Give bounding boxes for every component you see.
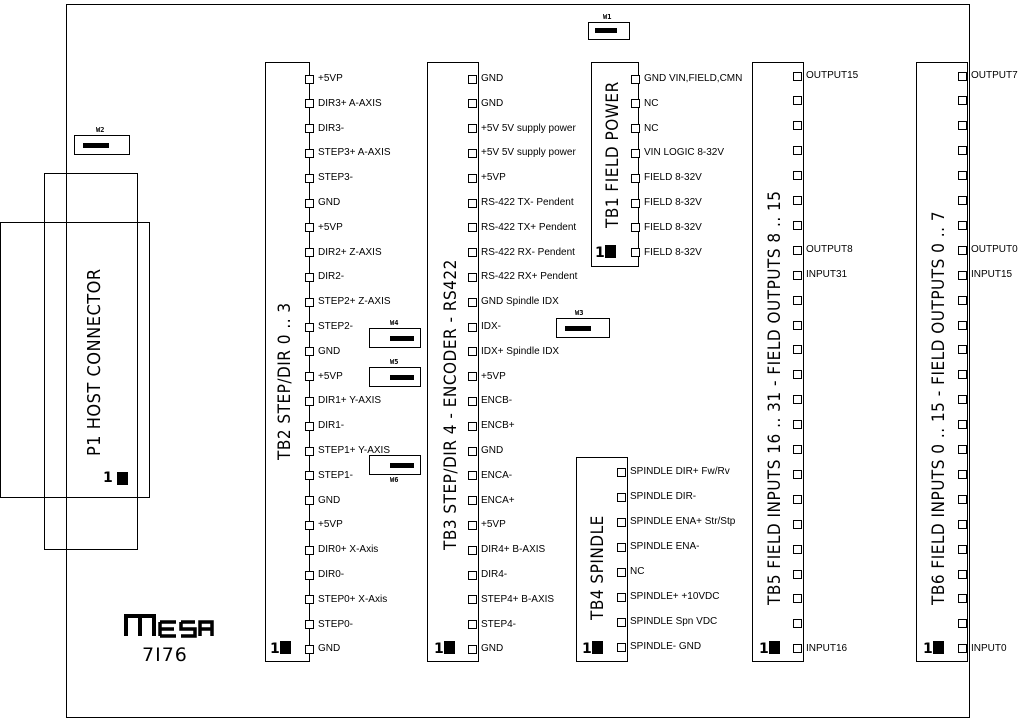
tb5-pin-21 — [793, 570, 802, 579]
tb3-pin-4 — [468, 149, 477, 158]
tb5-pin-23 — [793, 619, 802, 628]
tb3-pin-23 — [468, 620, 477, 629]
jumper-w4 — [369, 328, 421, 348]
tb4-pin-2 — [617, 493, 626, 502]
tb6-pin-15 — [958, 420, 967, 429]
tb2-pin-label: STEP3- — [318, 172, 354, 184]
tb2-pin-16 — [305, 447, 314, 456]
tb3-pin-22 — [468, 595, 477, 604]
tb2-pin-label: DIR3+ A-AXIS — [318, 97, 382, 109]
tb5-pin-8 — [793, 246, 802, 255]
tb3-pin-15 — [468, 422, 477, 431]
tb3-pin-label: IDX+ Spindle IDX — [481, 345, 560, 357]
tb2-pin-7 — [305, 223, 314, 232]
tb2-pin-label: +5VP — [318, 73, 343, 84]
tb1-pin-1 — [631, 75, 640, 84]
tb3-pin-label: DIR4+ B-AXIS — [481, 544, 546, 556]
tb4-pin-1 — [617, 468, 626, 477]
tb3-pin-label: DIR4- — [481, 569, 508, 580]
tb2-pin-label: +5VP — [318, 221, 343, 233]
tb3-pin-label: GND — [481, 643, 504, 655]
tb6-pin-13 — [958, 370, 967, 379]
jumper-w3 — [556, 318, 610, 338]
tb1-pin-8 — [631, 248, 640, 257]
tb6-pin-label: INPUT15 — [971, 269, 1013, 281]
tb4-pin-3 — [617, 518, 626, 527]
tb2-pin-label: GND — [318, 494, 341, 506]
tb3-pin-9 — [468, 273, 477, 282]
tb3-pin-label: RS-422 RX- Pendent — [481, 246, 575, 258]
tb6-pin-1 — [958, 72, 967, 81]
tb1-pin-3 — [631, 124, 640, 133]
tb5-pin1-marker — [769, 641, 780, 654]
tb2-pin-13 — [305, 372, 314, 381]
tb3-pin-label: RS-422 RX+ Pendent — [481, 271, 578, 283]
tb5-pin-22 — [793, 594, 802, 603]
tb2-pin-label: STEP0- — [318, 618, 354, 630]
tb3-pin-label: +5VP — [481, 172, 506, 184]
tb2-pin1-marker — [280, 641, 291, 654]
tb2-pin-9 — [305, 273, 314, 282]
tb6-pin-6 — [958, 196, 967, 205]
tb5-pin-label: INPUT16 — [806, 642, 848, 654]
tb2-pin-label: DIR2- — [318, 271, 345, 283]
tb4-pin-label: SPINDLE ENA- — [630, 541, 700, 552]
tb1-pin-7 — [631, 223, 640, 232]
tb3-title: TB3 STEP/DIR 4 - ENCODER - RS422 — [441, 259, 461, 550]
jumper-w6-label: W6 — [390, 476, 399, 484]
tb5-pin-9 — [793, 271, 802, 280]
tb5-pin-20 — [793, 545, 802, 554]
jumper-w2 — [74, 135, 130, 155]
tb2-pin-20 — [305, 546, 314, 555]
tb4-pin-7 — [617, 618, 626, 627]
tb3-pin-7 — [468, 223, 477, 232]
tb6-pin-16 — [958, 445, 967, 454]
mesa-logo-graphic — [124, 612, 214, 638]
tb5-pin-label: OUTPUT15 — [806, 70, 859, 81]
tb6-pin-22 — [958, 594, 967, 603]
tb1-pin-label: NC — [644, 97, 659, 109]
tb6-pin-5 — [958, 171, 967, 180]
tb1-pin1-marker — [605, 245, 616, 258]
tb6-pin-24 — [958, 644, 967, 653]
tb3-pin-17 — [468, 471, 477, 480]
tb2-pin-12 — [305, 347, 314, 356]
tb2-pin-22 — [305, 595, 314, 604]
tb2-title: TB2 STEP/DIR 0 .. 3 — [275, 302, 295, 460]
tb2-pin-3 — [305, 124, 314, 133]
tb6-pin-4 — [958, 146, 967, 155]
tb3-pin-label: STEP4- — [481, 618, 517, 630]
tb1-pin-label: VIN LOGIC 8-32V — [644, 147, 725, 159]
board-outline — [66, 4, 970, 718]
jumper-w1 — [588, 22, 630, 40]
tb3-pin-label: GND — [481, 445, 504, 456]
tb2-pin-23 — [305, 620, 314, 629]
jumper-w2-label: W2 — [96, 126, 105, 134]
tb6-pin-10 — [958, 296, 967, 305]
tb6-pin-label: OUTPUT0 — [971, 244, 1018, 256]
tb3-pin1-marker — [444, 641, 455, 654]
tb2-pin1-label: 1 — [270, 641, 280, 657]
tb5-pin-13 — [793, 370, 802, 379]
tb3-pin-20 — [468, 546, 477, 555]
tb1-pin-6 — [631, 199, 640, 208]
tb2-pin-label: GND — [318, 345, 341, 357]
tb2-pin-label: STEP3+ A-AXIS — [318, 147, 391, 159]
tb5-pin-2 — [793, 96, 802, 105]
tb3-pin-5 — [468, 174, 477, 183]
tb1-pin-5 — [631, 174, 640, 183]
tb6-pin-14 — [958, 395, 967, 404]
tb2-pin-5 — [305, 174, 314, 183]
tb5-pin-12 — [793, 345, 802, 354]
jumper-w5 — [369, 367, 421, 387]
tb5-pin-16 — [793, 445, 802, 454]
tb4-pin1-label: 1 — [582, 641, 592, 657]
tb1-pin1-label: 1 — [595, 245, 605, 261]
tb4-pin-label: SPINDLE+ +10VDC — [630, 591, 720, 602]
tb6-pin1-label: 1 — [923, 641, 933, 657]
tb3-pin-label: ENCB+ — [481, 420, 515, 432]
jumper-w6 — [369, 455, 421, 475]
host-connector-pin1-label: 1 — [103, 470, 113, 486]
tb2-pin-label: DIR1- — [318, 420, 345, 432]
tb3-pin-label: RS-422 TX+ Pendent — [481, 221, 577, 233]
tb2-pin-label: STEP0+ X-Axis — [318, 593, 388, 605]
tb4-pin-6 — [617, 593, 626, 602]
tb2-pin-11 — [305, 323, 314, 332]
tb6-pin-20 — [958, 545, 967, 554]
tb2-pin-21 — [305, 571, 314, 580]
tb4-pin-label: SPINDLE DIR- — [630, 491, 697, 502]
tb3-pin-label: ENCA+ — [481, 494, 515, 506]
tb3-pin-21 — [468, 571, 477, 580]
tb5-pin-18 — [793, 495, 802, 504]
tb5-pin-14 — [793, 395, 802, 404]
tb4-pin-8 — [617, 643, 626, 652]
tb5-pin-7 — [793, 221, 802, 230]
tb2-pin-17 — [305, 471, 314, 480]
tb3-pin-12 — [468, 347, 477, 356]
tb3-pin-label: +5V 5V supply power — [481, 147, 576, 159]
tb5-pin-10 — [793, 296, 802, 305]
tb3-pin-1 — [468, 75, 477, 84]
tb6-pin-8 — [958, 246, 967, 255]
tb6-pin1-marker — [933, 641, 944, 654]
tb1-pin-label: FIELD 8-32V — [644, 246, 702, 258]
tb5-pin-24 — [793, 644, 802, 653]
tb3-pin-label: GND — [481, 97, 504, 109]
tb3-pin-8 — [468, 248, 477, 257]
tb3-pin-label: ENCB- — [481, 395, 513, 407]
tb2-pin-4 — [305, 149, 314, 158]
tb6-pin-9 — [958, 271, 967, 280]
tb1-pin-label: FIELD 8-32V — [644, 197, 702, 208]
tb6-pin-3 — [958, 121, 967, 130]
tb2-pin-label: DIR0+ X-Axis — [318, 544, 379, 556]
tb5-pin-5 — [793, 171, 802, 180]
tb5-title: TB5 FIELD INPUTS 16 .. 31 - FIELD OUTPUTS 8 .. 15 — [765, 190, 785, 605]
tb3-pin-18 — [468, 496, 477, 505]
tb5-pin-11 — [793, 321, 802, 330]
tb3-pin-16 — [468, 447, 477, 456]
jumper-w5-label: W5 — [390, 358, 399, 366]
tb6-pin-23 — [958, 619, 967, 628]
tb2-pin-label: +5VP — [318, 370, 343, 382]
tb2-pin-label: GND — [318, 643, 341, 655]
tb2-pin-label: +5VP — [318, 519, 343, 531]
tb3-pin-label: +5V 5V supply power — [481, 122, 576, 134]
tb3-pin-13 — [468, 372, 477, 381]
tb2-pin-label: DIR1+ Y-AXIS — [318, 395, 382, 407]
tb4-pin-5 — [617, 568, 626, 577]
tb6-pin-19 — [958, 520, 967, 529]
tb3-pin-11 — [468, 323, 477, 332]
jumper-w3-label: W3 — [575, 309, 584, 317]
tb5-pin-19 — [793, 520, 802, 529]
tb5-pin-4 — [793, 146, 802, 155]
tb6-pin-12 — [958, 345, 967, 354]
tb3-pin-label: RS-422 TX- Pendent — [481, 197, 574, 208]
mesa-logo — [124, 612, 214, 643]
tb5-pin-6 — [793, 196, 802, 205]
tb6-pin-17 — [958, 470, 967, 479]
tb1-pin-label: NC — [644, 122, 659, 134]
tb3-pin-19 — [468, 521, 477, 530]
tb5-pin-17 — [793, 470, 802, 479]
tb1-pin-4 — [631, 149, 640, 158]
host-connector-title: P1 HOST CONNECTOR — [84, 268, 105, 456]
tb1-title: TB1 FIELD POWER — [603, 81, 623, 228]
host-connector-pin1-marker — [117, 472, 128, 485]
tb5-pin1-label: 1 — [759, 641, 769, 657]
tb3-pin1-label: 1 — [434, 641, 444, 657]
tb2-pin-label: DIR3- — [318, 122, 345, 134]
tb6-pin-7 — [958, 221, 967, 230]
tb2-pin-19 — [305, 521, 314, 530]
tb2-pin-14 — [305, 397, 314, 406]
tb1-pin-label: FIELD 8-32V — [644, 221, 702, 233]
jumper-w1-label: W1 — [603, 13, 612, 21]
tb2-pin-1 — [305, 75, 314, 84]
tb2-pin-label: STEP1- — [318, 469, 354, 481]
tb3-pin-3 — [468, 124, 477, 133]
tb3-pin-label: STEP4+ B-AXIS — [481, 593, 555, 605]
tb1-pin-label: FIELD 8-32V — [644, 172, 702, 184]
tb5-pin-15 — [793, 420, 802, 429]
tb5-pin-label: INPUT31 — [806, 269, 848, 281]
tb3-pin-10 — [468, 298, 477, 307]
tb4-pin-label: SPINDLE- GND — [630, 641, 702, 652]
tb2-pin-8 — [305, 248, 314, 257]
tb4-title: TB4 SPINDLE — [588, 515, 608, 620]
tb2-pin-6 — [305, 199, 314, 208]
tb6-pin-2 — [958, 96, 967, 105]
tb2-pin-label: DIR0- — [318, 569, 345, 580]
tb2-pin-2 — [305, 99, 314, 108]
tb3-pin-24 — [468, 645, 477, 654]
jumper-w4-label: W4 — [390, 319, 399, 327]
tb2-pin-10 — [305, 298, 314, 307]
tb2-pin-label: DIR2+ Z-AXIS — [318, 246, 382, 258]
tb6-title: TB6 FIELD INPUTS 0 .. 15 - FIELD OUTPUTS 0 .. 7 — [929, 210, 949, 605]
tb6-pin-label: INPUT0 — [971, 642, 1007, 654]
tb3-pin-14 — [468, 397, 477, 406]
tb6-pin-18 — [958, 495, 967, 504]
tb3-pin-label: +5VP — [481, 519, 506, 531]
tb1-pin-label: GND VIN,FIELD,CMN — [644, 73, 743, 84]
tb4-pin-4 — [617, 543, 626, 552]
tb4-pin1-marker — [592, 641, 603, 654]
tb2-pin-18 — [305, 496, 314, 505]
tb5-pin-3 — [793, 121, 802, 130]
tb3-pin-label: GND Spindle IDX — [481, 296, 559, 308]
board-model: 7I76 — [142, 644, 188, 666]
tb2-pin-label: STEP2- — [318, 321, 354, 332]
tb4-pin-label: SPINDLE Spn VDC — [630, 616, 718, 627]
tb1-pin-2 — [631, 99, 640, 108]
tb3-pin-6 — [468, 199, 477, 208]
tb2-pin-label: STEP2+ Z-AXIS — [318, 296, 391, 308]
tb4-pin-label: NC — [630, 566, 645, 577]
tb6-pin-21 — [958, 570, 967, 579]
tb5-pin-1 — [793, 72, 802, 81]
tb4-pin-label: SPINDLE ENA+ Str/Stp — [630, 516, 736, 527]
tb6-pin-label: OUTPUT7 — [971, 70, 1018, 81]
tb3-pin-label: IDX- — [481, 321, 501, 332]
tb6-pin-11 — [958, 321, 967, 330]
tb3-pin-label: GND — [481, 73, 504, 84]
tb5-pin-label: OUTPUT8 — [806, 244, 853, 256]
tb2-pin-15 — [305, 422, 314, 431]
tb2-pin-24 — [305, 645, 314, 654]
tb4-pin-label: SPINDLE DIR+ Fw/Rv — [630, 466, 730, 477]
tb3-pin-label: +5VP — [481, 370, 506, 382]
tb2-pin-label: STEP1+ Y-AXIS — [318, 445, 390, 456]
tb2-pin-label: GND — [318, 197, 341, 208]
tb3-pin-2 — [468, 99, 477, 108]
tb3-pin-label: ENCA- — [481, 469, 513, 481]
